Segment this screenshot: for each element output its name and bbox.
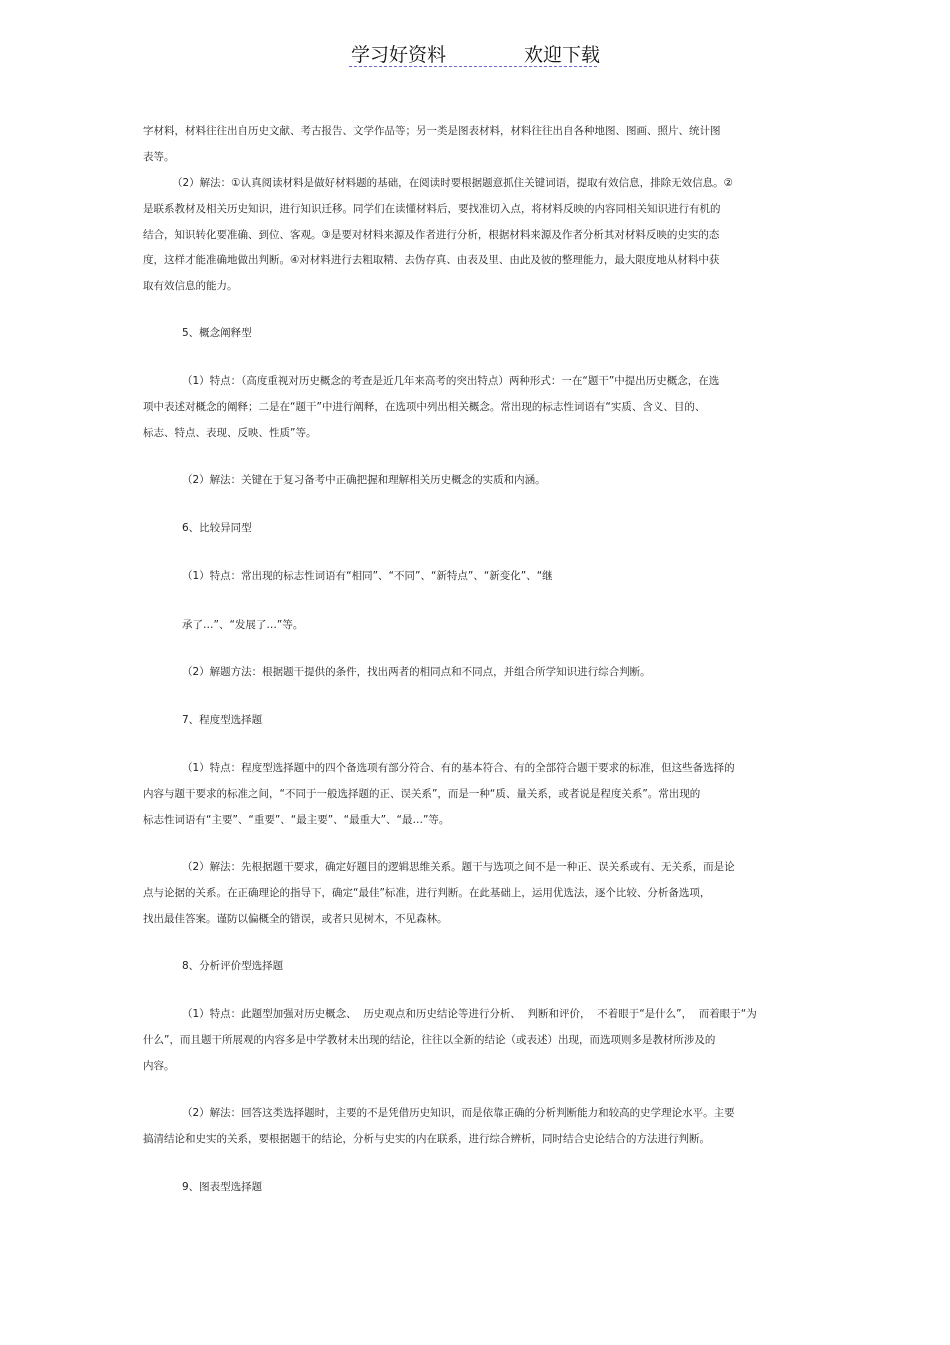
body-line: 找出最佳答案。谨防以偏概全的错误，或者只见树木，不见森林。: [143, 913, 448, 925]
body-line: （1）特点：程度型选择题中的四个备选项有部分符合、有的基本符合、有的全部符合题干要求的标准，但这些备选择的: [182, 762, 735, 774]
body-line: 表等。: [143, 151, 175, 163]
body-line: 内容。: [143, 1060, 175, 1072]
body-line: 项中表述对概念的阐释；二是在“题干”中进行阐释，在选项中列出相关概念。常出现的标志性词语有“实质、含义、目的、: [143, 401, 706, 413]
body-line: 承了…”、“发展了…”等。: [182, 619, 304, 631]
body-line: （2）解法：关键在于复习备考中正确把握和理解相关历史概念的实质和内涵。: [182, 474, 546, 486]
body-line: （1）特点：（高度重视对历史概念的考查是近几年来高考的突出特点）两种形式：一在“题干”中提出历史概念，在选: [182, 375, 720, 387]
body-line: （2）解法：回答这类选择题时，主要的不是凭借历史知识，而是依靠正确的分析判断能力和较高的史学理论水平。主要: [182, 1107, 735, 1119]
body-line: 是联系教材及相关历史知识，进行知识迁移。同学们在读懂材料后，要找准切入点，将材料反映的内容同相关知识进行有机的: [143, 203, 721, 215]
body-line: 内容与题干要求的标准之间，“不同于一般选择题的正、误关系”，而是一种“质、量关系，或者说是程度关系”。常出现的: [143, 788, 701, 800]
section-heading: 7、程度型选择题: [182, 714, 263, 726]
body-line: 标志性词语有“主要”、“重要”、“最主要”、“最重大”、“最…”等。: [143, 814, 450, 826]
section-heading: 9、图表型选择题: [182, 1181, 263, 1193]
page-header: [349, 40, 601, 67]
body-line: 点与论据的关系。在正确理论的指导下，确定“最佳”标准，进行判断。在此基础上，运用优选法，逐个比较、分析备选项，: [143, 887, 711, 899]
body-line: （2）解法：先根据题干要求，确定好题目的逻辑思维关系。题干与选项之间不是一种正、误关系或有、无关系，而是论: [182, 861, 735, 873]
header-right-text: 欢迎下载: [524, 44, 601, 66]
body-line: 字材料，材料往往出自历史文献、考古报告、文学作品等；另一类是图表材料，材料往往出自各种地图、图画、照片、统计图: [143, 125, 721, 137]
body-line: （2）解题方法：根据题干提供的条件，找出两者的相同点和不同点，并组合所学知识进行综合判断。: [182, 666, 651, 678]
body-line: 结合，知识转化要准确、到位、客观。③是要对材料来源及作者进行分析，根据材料来源及作者分析其对材料反映的史实的态: [143, 229, 720, 241]
section-heading: 5、概念阐释型: [182, 327, 252, 339]
body-line: 搞清结论和史实的关系，要根据题干的结论，分析与史实的内在联系，进行综合辨析，同时结合史论结合的方法进行判断。: [143, 1133, 710, 1145]
body-line: （1）特点：常出现的标志性词语有“相同”、“不同”、“新特点”、“新变化”、“继: [182, 570, 553, 582]
body-line: （1）特点：此题型加强对历史概念、 历史观点和历史结论等进行分析、 判断和评价， 不着眼于“是什么”， 而着眼于“为: [182, 1008, 757, 1020]
body-line: 取有效信息的能力。: [143, 280, 238, 292]
body-line: 度，这样才能准确地做出判断。④对材料进行去粗取精、去伪存真、由表及里、由此及彼的整理能力，最大限度地从材料中获: [143, 254, 720, 266]
body-line: 什么”，而且题干所展观的内容多是中学教材未出现的结论，往往以全新的结论（或表述）出现，而选项则多是教材所涉及的: [143, 1034, 716, 1046]
body-line: 标志、特点、表现、反映、性质”等。: [143, 427, 317, 439]
header-left-text: 学习好资料: [351, 44, 447, 66]
section-heading: 6、比较异同型: [182, 522, 252, 534]
section-heading: 8、分析评价型选择题: [182, 960, 284, 972]
body-line: （2）解法：①认真阅读材料是做好材料题的基础，在阅读时要根据题意抓住关键词语，提取有效信息，排除无效信息。②: [172, 177, 734, 189]
